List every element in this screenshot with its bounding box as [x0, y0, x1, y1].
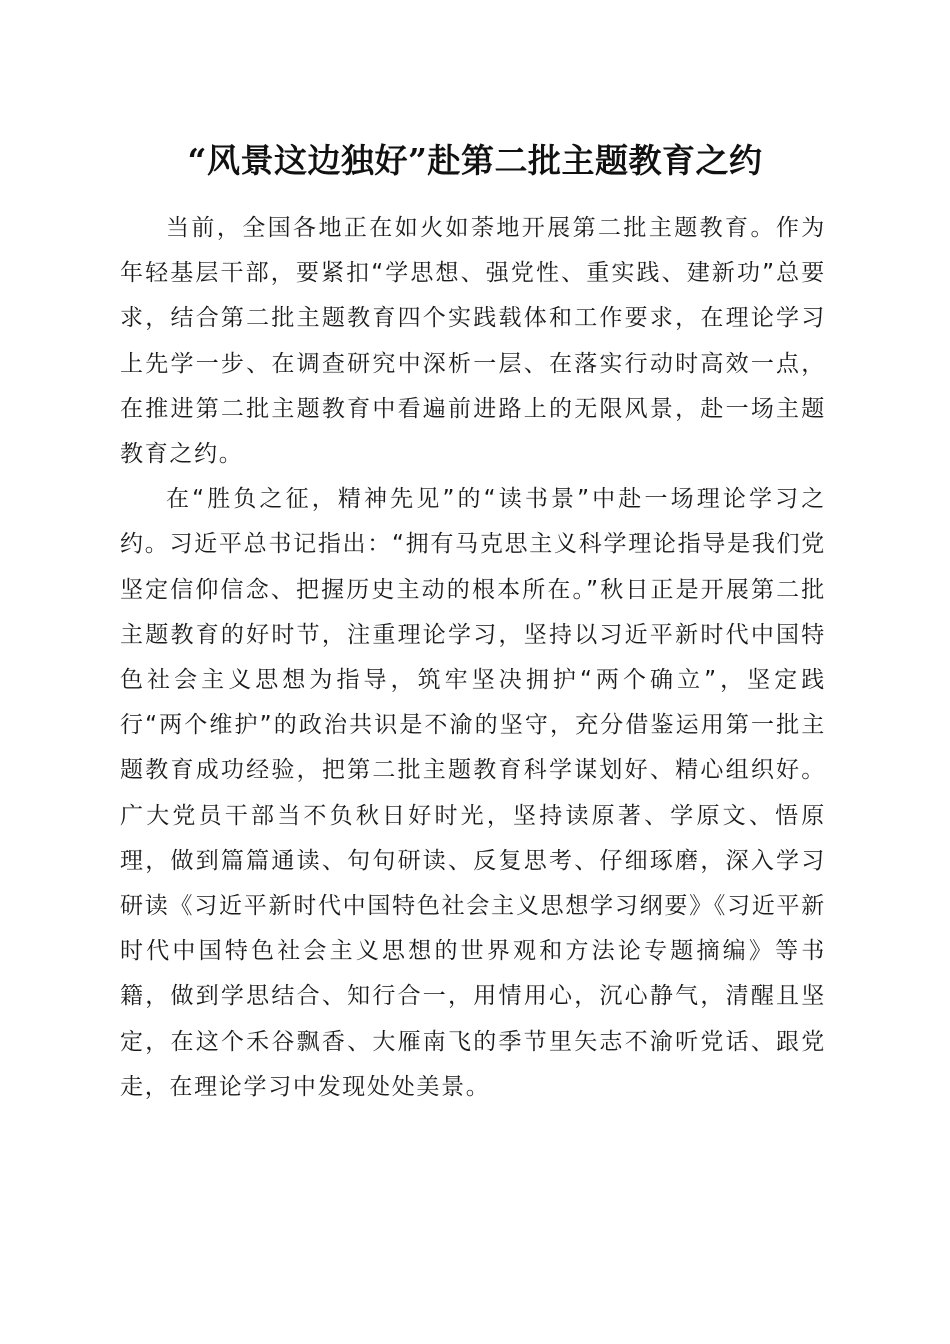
paragraph-intro: 当前，全国各地正在如火如荼地开展第二批主题教育。作为年轻基层干部，要紧扣“学思想、强党性、重实践、建新功”总要求，结合第二批主题教育四个实践载体和工作要求，在理论学习上先学一步、在调查研究中深析一层、在落实行动时高效一点，在推进第二批主题教育中看遍前进路上的无限风景，赴一场主题教育之约。: [120, 215, 826, 468]
document-body: [120, 206, 826, 1110]
paragraph-theory-study: 在“胜负之征，精神先见”的“读书景”中赴一场理论学习之约。习近平总书记指出：“拥有马克思主义科学理论指导是我们党坚定信仰信念、把握历史主动的根本所在。”秋日正是开展第二批主题教育的好时节，注重理论学习，坚持以习近平新时代中国特色社会主义思想为指导，筑牢坚决拥护“两个确立”，坚定践行“两个维护”的政治共识是不渝的坚守，充分借鉴运用第一批主题教育成功经验，把第二批主题教育科学谋划好、精心组织好。广大党员干部当不负秋日好时光，坚持读原著、学原文、悟原理，做到篇篇通读、句句研读、反复思考、仔细琢磨，深入学习研读《习近平新时代中国特色社会主义思想学习纲要》《习近平新时代中国特色社会主义思想的世界观和方法论专题摘编》等书籍，做到学思结合、知行合一，用情用心，沉心静气，清醒且坚定，在这个禾谷飘香、大雁南飞的季节里矢志不渝听党话、跟党走，在理论学习中发现处处美景。: [120, 486, 826, 1100]
document-title: “风景这边独好”赴第二批主题教育之约: [187, 141, 763, 180]
